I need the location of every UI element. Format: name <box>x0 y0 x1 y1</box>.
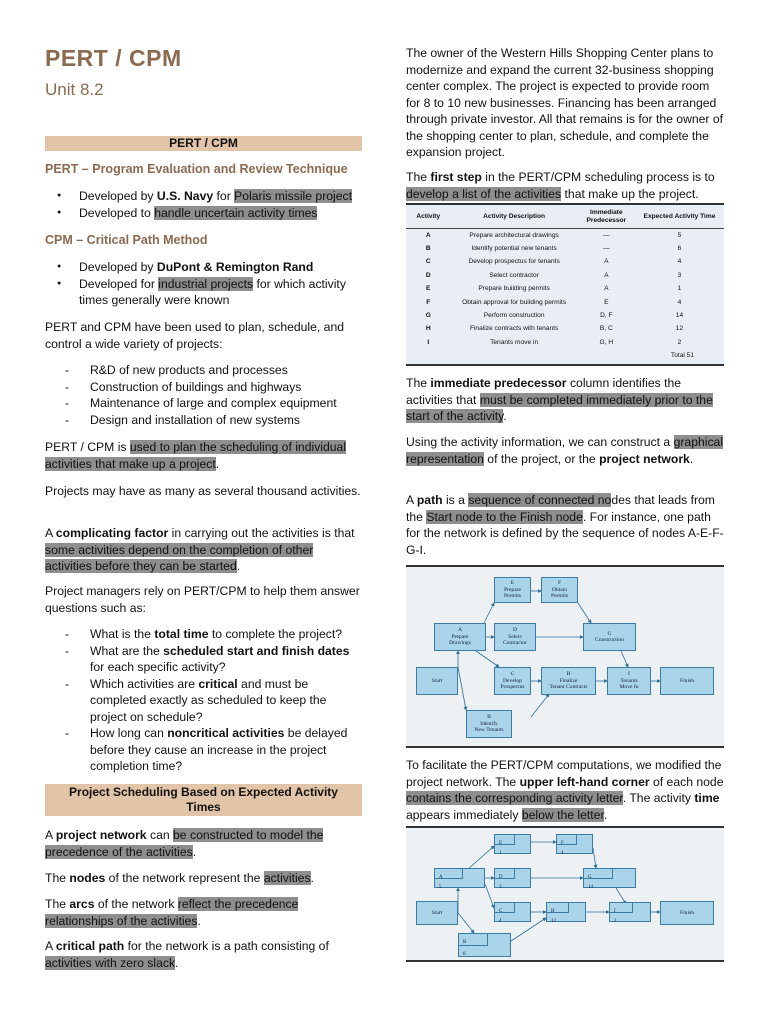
list-item: - How long can noncritical activities be delayed before they cause an increase in the project completion time? <box>45 725 363 775</box>
questions-list <box>45 626 363 775</box>
list-item: - What are the scheduled start and finish dates for each specific activity? <box>45 643 363 676</box>
table-cell: 14 <box>675 311 684 319</box>
cpm-bullets <box>45 259 363 309</box>
activity-time: 4 <box>561 851 564 856</box>
cpm-heading: CPM – Critical Path Method <box>45 233 208 247</box>
table-cell: 2 <box>677 338 682 346</box>
table-cell: Prepare architectural drawings <box>469 231 559 239</box>
activity-time: 4 <box>499 919 502 924</box>
table-cell: I <box>427 338 430 346</box>
table-cell: Finalize contracts with tenants <box>469 325 559 333</box>
node-h-modified <box>546 902 586 922</box>
node-d-modified <box>494 868 531 888</box>
activity-time: 14 <box>588 885 593 890</box>
table-cell: — <box>603 245 610 253</box>
table-cell: Develop prospectus for tenants <box>468 258 560 266</box>
list-item: - Maintenance of large and complex equipment <box>45 395 363 412</box>
activity-time: 1 <box>499 851 502 856</box>
table-header: Activity Description <box>451 205 578 229</box>
activity-letter: I <box>614 909 616 914</box>
table-cell: G <box>425 311 431 319</box>
para-graphical: Using the activity information, we can construct a graphical representation of the project, or the project network. <box>406 435 724 466</box>
table-cell: D <box>425 271 431 279</box>
def-nodes: The nodes of the network represent the activities. <box>45 871 314 885</box>
table-row <box>406 336 724 349</box>
activity-letter: G <box>588 875 592 880</box>
activity-letter: B <box>463 940 467 945</box>
node-finish-modified: Finish <box>660 901 714 925</box>
def-critical-path: A critical path for the network is a path consisting of activities with zero slack. <box>45 939 329 970</box>
table-row <box>406 256 724 269</box>
list-item: ● Developed by U.S. Navy for Polaris missile project <box>45 188 363 205</box>
para-pert-is: PERT / CPM is used to plan the scheduling of individual activities that make up a project. <box>45 440 347 471</box>
table-row <box>406 296 724 309</box>
section-bar-scheduling: Project Scheduling Based on Expected Activity Times <box>45 784 362 816</box>
table-cell: H <box>425 325 431 333</box>
table-cell: G, H <box>599 338 614 346</box>
para-facilitate: To facilitate the PERT/CPM computations, we modified the project network. The upper left-hand corner of each node contains the corresponding activity letter. The activity time appears immediately below the letter. <box>406 758 724 822</box>
table-cell: A <box>604 258 609 266</box>
list-item: - R&D of new products and processes <box>45 362 363 379</box>
activity-time: 12 <box>551 919 556 924</box>
pert-heading: PERT – Program Evaluation and Review Technique <box>45 162 348 176</box>
section-bar-pert-cpm: PERT / CPM <box>45 136 362 151</box>
table-cell: B <box>425 245 431 253</box>
node-start-modified: Start <box>416 901 458 925</box>
table-row <box>406 242 724 255</box>
table-row <box>406 283 724 296</box>
para-first-step: The first step in the PERT/CPM scheduling process is to develop a list of the activities that make up the project. <box>406 170 715 201</box>
node-cell <box>495 869 515 879</box>
list-item: - Design and installation of new systems <box>45 412 363 429</box>
table-row <box>406 323 724 336</box>
node-finish: Finish <box>660 667 714 695</box>
modified-network-diagram <box>406 826 724 962</box>
table-total: Total 51 <box>670 352 694 360</box>
table-cell: 1 <box>677 285 682 293</box>
table-cell: — <box>603 231 610 239</box>
node-cell <box>495 835 515 845</box>
node-c: C Develop Prospectus <box>494 667 531 695</box>
table-cell: 5 <box>677 231 682 239</box>
table-cell: Identify potential new tenants <box>471 245 557 253</box>
def-project-network: A project network can be constructed to model the precedence of the activities. <box>45 828 324 859</box>
node-f-modified <box>556 834 593 854</box>
activity-time: 6 <box>463 952 466 957</box>
table-cell: B, C <box>599 325 613 333</box>
para-intro: The owner of the Western Hills Shopping Center plans to modernize and expand the current 32-business shopping center complex. The project is expected to provide room for 8 to 10 new businesses. Financing has been arranged through private investor. All that remains is for the owner of the shopping center to plan, schedule, and complete the expansion project. <box>406 46 724 159</box>
table-header: Activity <box>406 205 451 229</box>
list-item: - Construction of buildings and highways <box>45 379 363 396</box>
node-g: G Construction <box>583 623 636 651</box>
node-a: A Prepare Drawings <box>434 623 486 651</box>
table-cell: A <box>604 271 609 279</box>
unit-subtitle: Unit 8.2 <box>45 80 104 99</box>
table-cell: 3 <box>677 271 682 279</box>
list-item: ● Developed to handle uncertain activity times <box>45 205 363 222</box>
table-cell: E <box>604 298 609 306</box>
activity-letter: C <box>499 909 503 914</box>
para-predecessor: The immediate predecessor column identifies the activities that must be completed immediately prior to the start of the activity. <box>406 376 713 423</box>
table-cell: F <box>426 298 431 306</box>
activity-letter: F <box>561 841 564 846</box>
table-header: Immediate Predecessor <box>578 205 635 229</box>
table-cell: Tenants move in <box>490 338 539 346</box>
table-cell: 6 <box>677 245 682 253</box>
list-item: - What is the total time to complete the project? <box>45 626 363 643</box>
table-cell: 12 <box>675 325 684 333</box>
activity-letter: A <box>439 875 443 880</box>
node-g-modified <box>583 868 636 888</box>
table-cell: Prepare building permits <box>478 285 550 293</box>
page-title: PERT / CPM <box>45 45 182 71</box>
para-rely: Project managers rely on PERT/CPM to help them answer questions such as: <box>45 584 360 615</box>
table-cell: Perform construction <box>483 311 545 319</box>
table-header: Expected Activity Time <box>635 205 724 229</box>
node-b: B Identify New Tenants <box>466 710 512 738</box>
table-cell: 4 <box>677 258 682 266</box>
table-cell: D, F <box>600 311 613 319</box>
node-d: D Select Contractor <box>494 623 536 651</box>
node-a-modified <box>434 868 485 888</box>
table-cell: Select contractor <box>489 271 539 279</box>
para-uses: PERT and CPM have been used to plan, schedule, and control a wide variety of projects: <box>45 320 345 351</box>
project-network-diagram <box>406 565 724 748</box>
table-total-row <box>406 349 724 362</box>
pert-bullets <box>45 188 363 221</box>
node-e-modified <box>494 834 531 854</box>
table-row <box>406 309 724 322</box>
list-item: ● Developed by DuPont & Remington Rand <box>45 259 363 276</box>
activity-letter: D <box>499 875 503 880</box>
activity-letter: E <box>499 841 503 846</box>
node-f: F Obtain Permits <box>541 577 578 603</box>
node-i: I Tenants Move In <box>607 667 651 695</box>
activity-letter: H <box>551 909 555 914</box>
activity-time: 2 <box>614 919 617 924</box>
node-c-modified <box>494 902 531 922</box>
table-cell: A <box>604 285 609 293</box>
list-item: - Which activities are critical and must be completed exactly as scheduled to keep the project on schedule? <box>45 676 363 726</box>
node-cell <box>495 903 515 913</box>
table-cell: 4 <box>677 298 682 306</box>
def-arcs: The arcs of the network reflect the precedence relationships of the activities. <box>45 897 299 928</box>
list-item: ● Developed for industrial projects for which activity times generally were known <box>45 276 363 309</box>
table-cell: C <box>425 258 431 266</box>
node-h: H Finalize Tenant Contracts <box>541 667 596 695</box>
node-start: Start <box>416 667 458 695</box>
activity-time: 5 <box>439 885 442 890</box>
node-i-modified <box>609 902 651 922</box>
table-cell: Obtain approval for building permits <box>462 298 567 306</box>
para-many: Projects may have as many as several thousand activities. <box>45 484 361 498</box>
node-b-modified <box>458 933 511 957</box>
node-cell <box>557 835 577 845</box>
table-cell: A <box>425 231 431 239</box>
table-row <box>406 269 724 282</box>
table-row <box>406 229 724 243</box>
activity-time: 3 <box>499 885 502 890</box>
para-path: A path is a sequence of connected nodes that leads from the Start node to the Finish node. For instance, one path for the network is defined by the sequence of nodes A-E-F-G-I. <box>406 493 724 557</box>
activity-table <box>406 203 724 366</box>
para-complicating: A complicating factor in carrying out the activities is that some activities depend on the completion of other activities before they can be started. <box>45 526 355 573</box>
uses-list <box>45 362 363 428</box>
node-e: E Prepare Permits <box>494 577 531 603</box>
table-cell: E <box>426 285 431 293</box>
